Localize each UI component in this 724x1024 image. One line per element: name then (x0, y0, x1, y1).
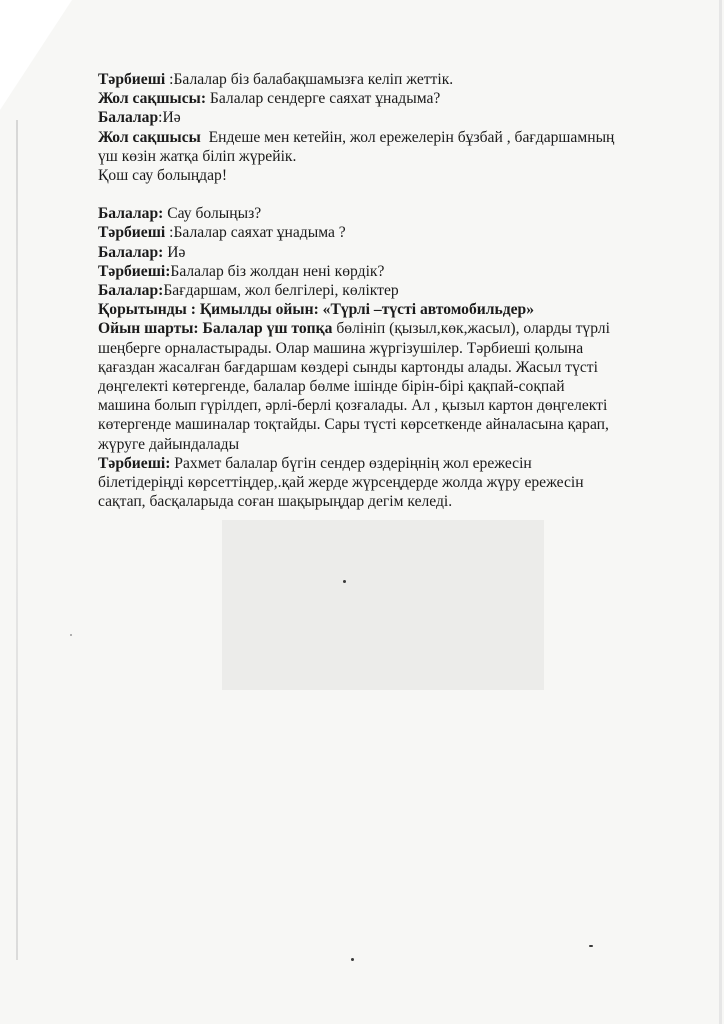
scan-speck (70, 634, 72, 636)
line-text: көтергенде машиналар тоқтайды. Сары түсті көрсеткенде айналасына қарап, (98, 416, 609, 434)
speaker-label: Балалар: (98, 243, 164, 261)
line-text: Рахмет балалар бүгін сендер өздеріңнің жол ережесін (174, 454, 532, 472)
text-line (98, 70, 698, 89)
text-line (98, 281, 698, 300)
scan-speck (343, 580, 346, 583)
line-text: Қош сау болыңдар! (98, 167, 228, 185)
speaker-label: Балалар (98, 109, 159, 127)
text-line (98, 300, 698, 319)
paragraph-gap (98, 185, 698, 204)
text-line (98, 243, 698, 262)
page-edge-right (719, 0, 722, 1024)
text-line (98, 147, 698, 166)
text-line (98, 377, 698, 396)
line-text: үш көзін жатқа біліп жүрейік. (98, 147, 297, 165)
text-line (98, 319, 698, 338)
text-line (98, 204, 698, 223)
speaker-label: Тәрбиеші (98, 224, 170, 242)
text-line (98, 108, 698, 127)
line-text: Балалар біз балабақшамызға келіп жеттік. (173, 71, 454, 88)
line-text: Балалар сендерге саяхат ұнадыма? (209, 90, 441, 108)
speaker-label: Қорытынды : Қимылды ойын: «Түрлі –түсті автомобильдер» (98, 301, 535, 319)
line-text: сақтап, басқаларыда соған шақырыңдар дегім келеді. (98, 493, 453, 511)
line-text: Сау болыңыз? (167, 205, 262, 223)
text-line (98, 473, 698, 492)
scan-speck (589, 945, 593, 947)
scan-speck (351, 958, 354, 961)
speaker-label: Жол сақшысы: (98, 90, 207, 108)
speaker-label: Тәрбиеші: (98, 262, 171, 280)
line-text: машина болып гүрілдеп, әрлі-берлі қозғалады. Ал , қызыл картон дөңгелекті (98, 397, 608, 415)
line-text: Иә (162, 109, 181, 127)
line-text: дөңгелекті көтергенде, балалар бөлме ішінде бірін-бірі қақпай-соқпай (98, 378, 565, 396)
speaker-label: Тәрбиеші (98, 71, 170, 88)
page-edge-shadow (16, 120, 18, 960)
text-line (98, 492, 698, 511)
text-line (98, 454, 698, 473)
folded-corner (0, 0, 72, 110)
text-line (98, 339, 698, 358)
line-text: Бағдаршам, жол белгілері, көліктер (163, 282, 399, 300)
separator: : (169, 224, 174, 242)
bleed-through-image (222, 520, 544, 690)
text-line (98, 358, 698, 377)
line-text: шеңберге орналастырады. Олар машина жүргізушілер. Тәрбиеші қолына (98, 339, 584, 357)
text-line (98, 223, 698, 242)
speaker-label: Балалар: (98, 205, 164, 223)
line-text: Балалар саяхат ұнадыма ? (173, 224, 346, 242)
speaker-label: Тәрбиеші: (98, 454, 171, 472)
line-text: бөлініп (қызыл,көк,жасыл), оларды түрлі (336, 320, 610, 338)
text-line (98, 128, 698, 147)
text-line (98, 415, 698, 434)
separator: : (158, 109, 163, 127)
speaker-label: Жол сақшысы (98, 128, 201, 146)
separator (201, 129, 209, 146)
line-text: қағаздан жасалған бағдаршам көздері сынды картонды алады. Жасыл түсті (98, 358, 598, 376)
line-text: Ендеше мен кетейін, жол ережелерін бұзбай , бағдаршамның (208, 128, 615, 146)
line-text: білетідеріңді көрсеттіңдер,.қай жерде жүрсеңдерде жолда жүру ережесін (98, 474, 584, 492)
speaker-label: Балалар: (98, 282, 164, 300)
text-line (98, 89, 698, 108)
text-line (98, 166, 698, 185)
line-text: Балалар біз жолдан нені көрдік? (170, 262, 385, 280)
dialogue-text (98, 70, 698, 511)
separator: : (169, 71, 174, 88)
text-line (98, 396, 698, 415)
text-line (98, 435, 698, 454)
text-line (98, 262, 698, 281)
line-text: Иә (167, 243, 186, 261)
line-text: жүруге дайындалады (98, 435, 240, 453)
speaker-label: Ойын шарты: Балалар үш топқа (98, 320, 333, 338)
